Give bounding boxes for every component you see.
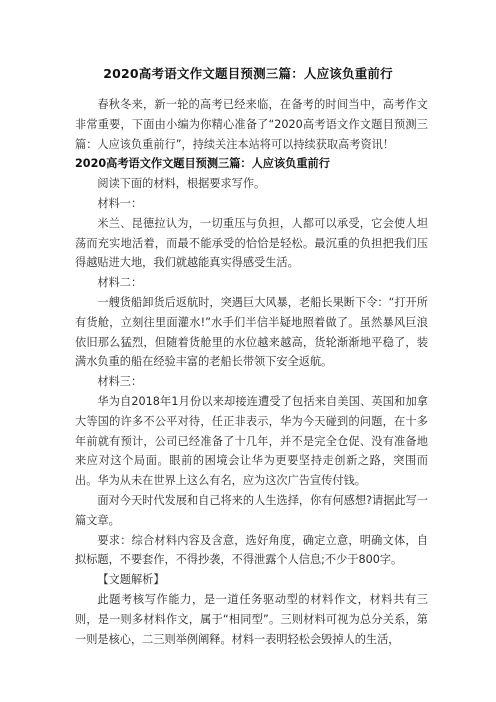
instruction-paragraph: 阅读下面的材料，根据要求写作。 (97, 177, 266, 191)
material-one-paragraph: 米兰、昆德拉认为，一切重压与负担，人都可以承受，它会使人坦荡而充实地活着，而最不能承受的恰恰是轻松。最沉重的负担把我们压得越贴进大地，我们就越能真实得感受生活。 (75, 216, 428, 270)
material-one-label: 材料一： (97, 196, 143, 210)
document-title: 2020高考语文作文题目预测三篇：人应该负重前行 (103, 66, 393, 81)
analysis-paragraph: 此题考核写作能力，是一道任务驱动型的材料作文，材料共有三则，是一则多材料作文，属于“相同型”。三则材料可视为总分关系，第一则是核心，二三则举例阐释。材料一表明轻松会毁掉人的生活， (75, 592, 428, 646)
material-three-label: 材料三： (97, 375, 143, 389)
requirements-paragraph: 要求：综合材料内容及含意，选好角度，确定立意，明确文体，自拟标题，不要套作，不得抄袭，不得泄露个人信息;不少于800字。 (75, 533, 428, 567)
section-heading: 2020高考语文作文题目预测三篇：人应该负重前行 (75, 157, 330, 171)
material-two-label: 材料二： (97, 276, 143, 290)
material-two-paragraph: 一艘货船卸货后返航时，突遇巨大风暴，老船长果断下令：“打开所有货舱，立刻往里面灌水!”水手们半信半疑地照着做了。虽然暴风巨浪依旧那么猛烈，但随着货舱里的水位越来越高，货轮渐渐地平稳了，装满水负重的船在经验丰富的老船长带领下安全返航。 (75, 295, 428, 369)
intro-paragraph: 春秋冬来，新一轮的高考已经来临，在备考的时间当中，高考作文非常重要，下面由小编为你精心准备了“2020高考语文作文题目预测三篇：人应该负重前行”，持续关注本站将可以持续获取高考资讯！ (75, 98, 428, 151)
prompt-paragraph: 面对今天时代发展和自己将来的人生选择，你有何感想?请据此写一篇文章。 (75, 493, 428, 527)
analysis-heading: 【文题解析】 (97, 573, 165, 587)
document-body (75, 95, 428, 649)
material-three-paragraph: 华为自2018年1月份以来却接连遭受了包括来自美国、英国和加拿大等国的许多不公平对待，任正非表示，华为今天碰到的问题，在十多年前就有预计，公司已经准备了十几年，并不是完全仓促、没有准备地来应对这个局面。眼前的困境会让华为更要坚持走创新之路，突围而出。华为从未在世界上这么有名，应为这次广告宣传付钱。 (75, 394, 428, 488)
